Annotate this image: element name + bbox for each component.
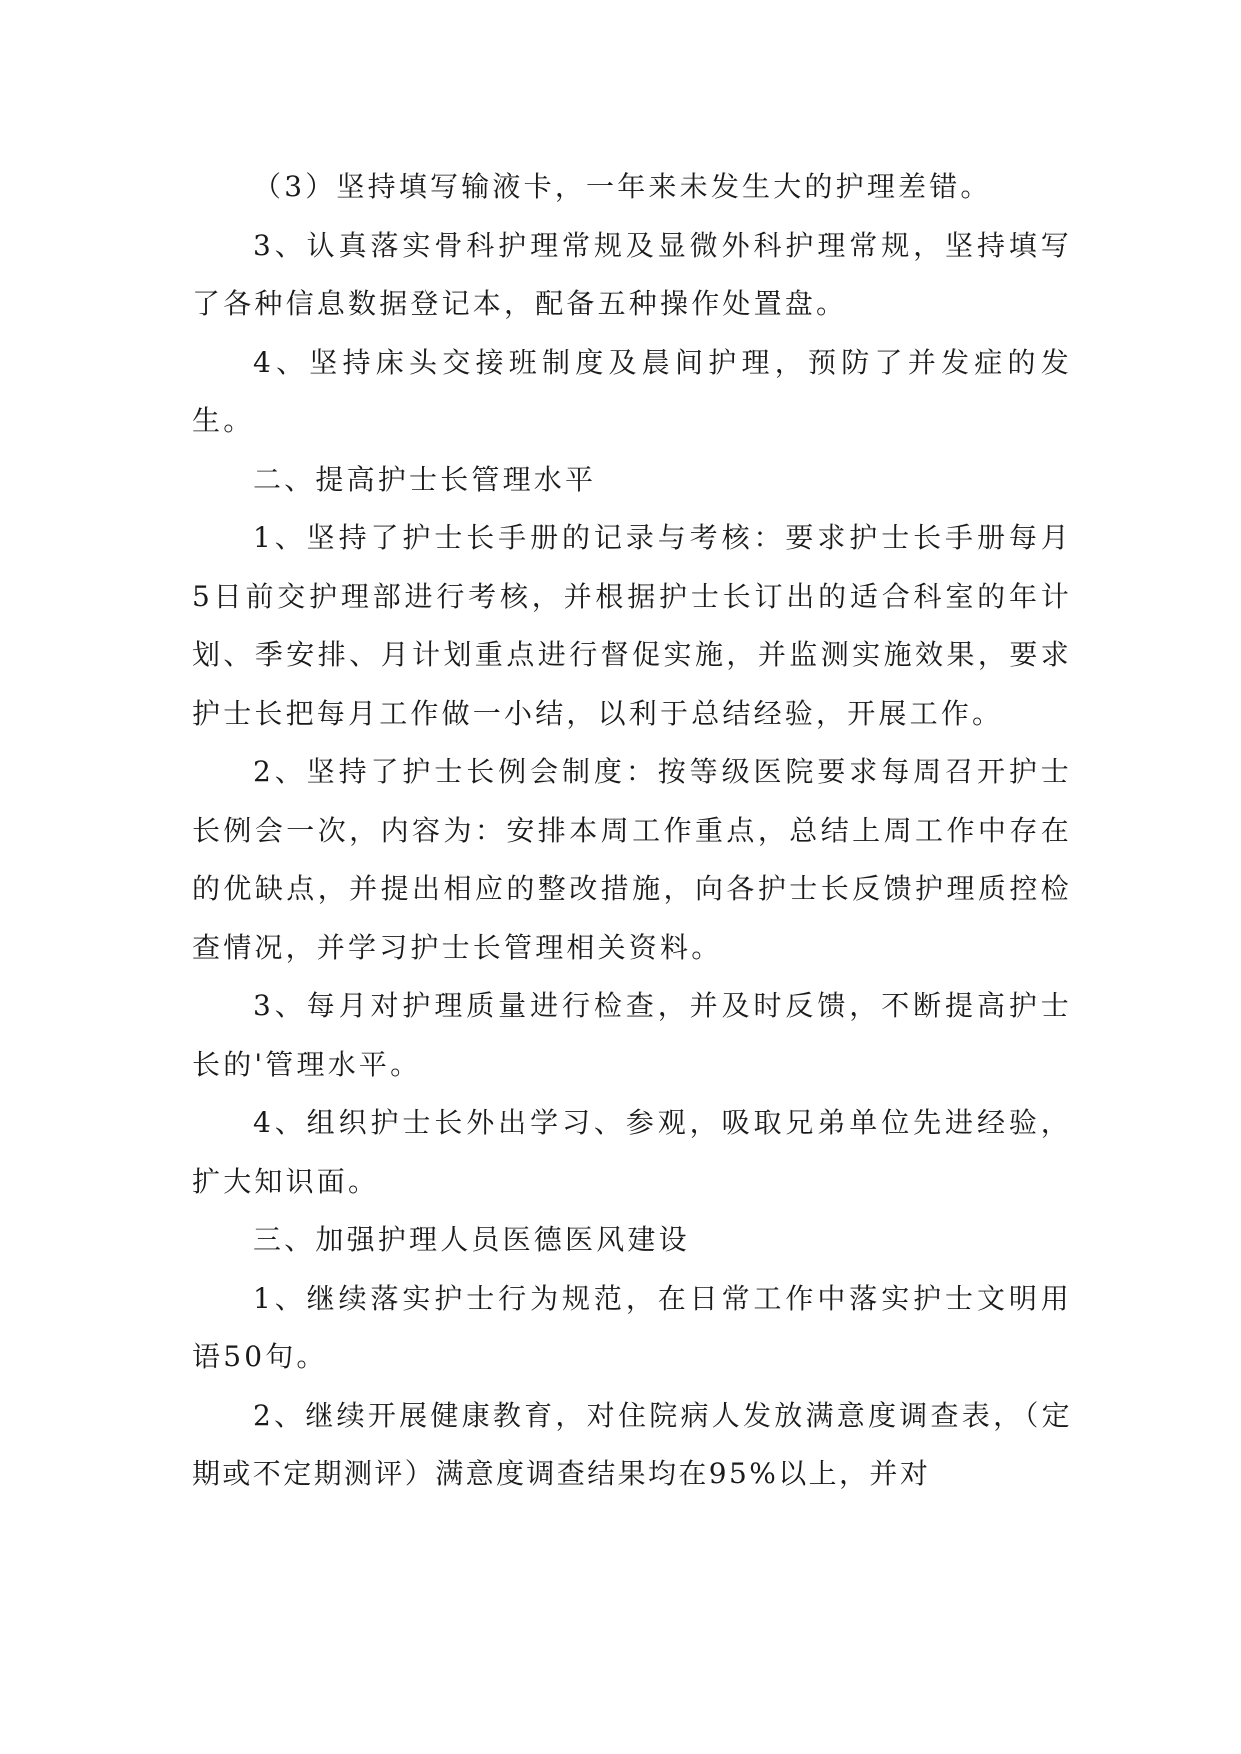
section-heading-head-nurse-management: 二、提高护士长管理水平 (253, 462, 597, 496)
paragraph-orthopedic-care: 3、认真落实骨科护理常规及显微外科护理常规，坚持填写了各种信息数据登记本，配备五种操作处置盘。 (192, 228, 1072, 320)
document-body (192, 158, 1072, 1504)
paragraph-nurse-conduct: 1、继续落实护士行为规范，在日常工作中落实护士文明用语50句。 (192, 1281, 1072, 1373)
paragraph-head-nurse-handbook: 1、坚持了护士长手册的记录与考核：要求护士长手册每月5日前交护理部进行考核，并根据护士长订出的适合科室的年计划、季安排、月计划重点进行督促实施，并监测实施效果，要求护士长把每月工作做一小结，以利于总结经验，开展工作。 (192, 521, 1072, 730)
paragraph-infusion-card: （3）坚持填写输液卡，一年来未发生大的护理差错。 (253, 170, 992, 203)
paragraph-health-education: 2、继续开展健康教育，对住院病人发放满意度调查表，（定期或不定期测评）满意度调查结果均在95%以上，并对 (192, 1398, 1072, 1490)
section-heading-medical-ethics: 三、加强护理人员医德医风建设 (253, 1223, 690, 1256)
paragraph-external-study: 4、组织护士长外出学习、参观，吸取兄弟单位先进经验，扩大知识面。 (192, 1106, 1072, 1198)
paragraph-quality-inspection: 3、每月对护理质量进行检查，并及时反馈，不断提高护士长的'管理水平。 (192, 989, 1072, 1081)
paragraph-shift-handover: 4、坚持床头交接班制度及晨间护理，预防了并发症的发生。 (192, 345, 1072, 437)
paragraph-head-nurse-meeting: 2、坚持了护士长例会制度：按等级医院要求每周召开护士长例会一次，内容为：安排本周工作重点，总结上周工作中存在的优缺点，并提出相应的整改措施，向各护士长反馈护理质控检查情况，并学习护士长管理相关资料。 (192, 755, 1072, 964)
